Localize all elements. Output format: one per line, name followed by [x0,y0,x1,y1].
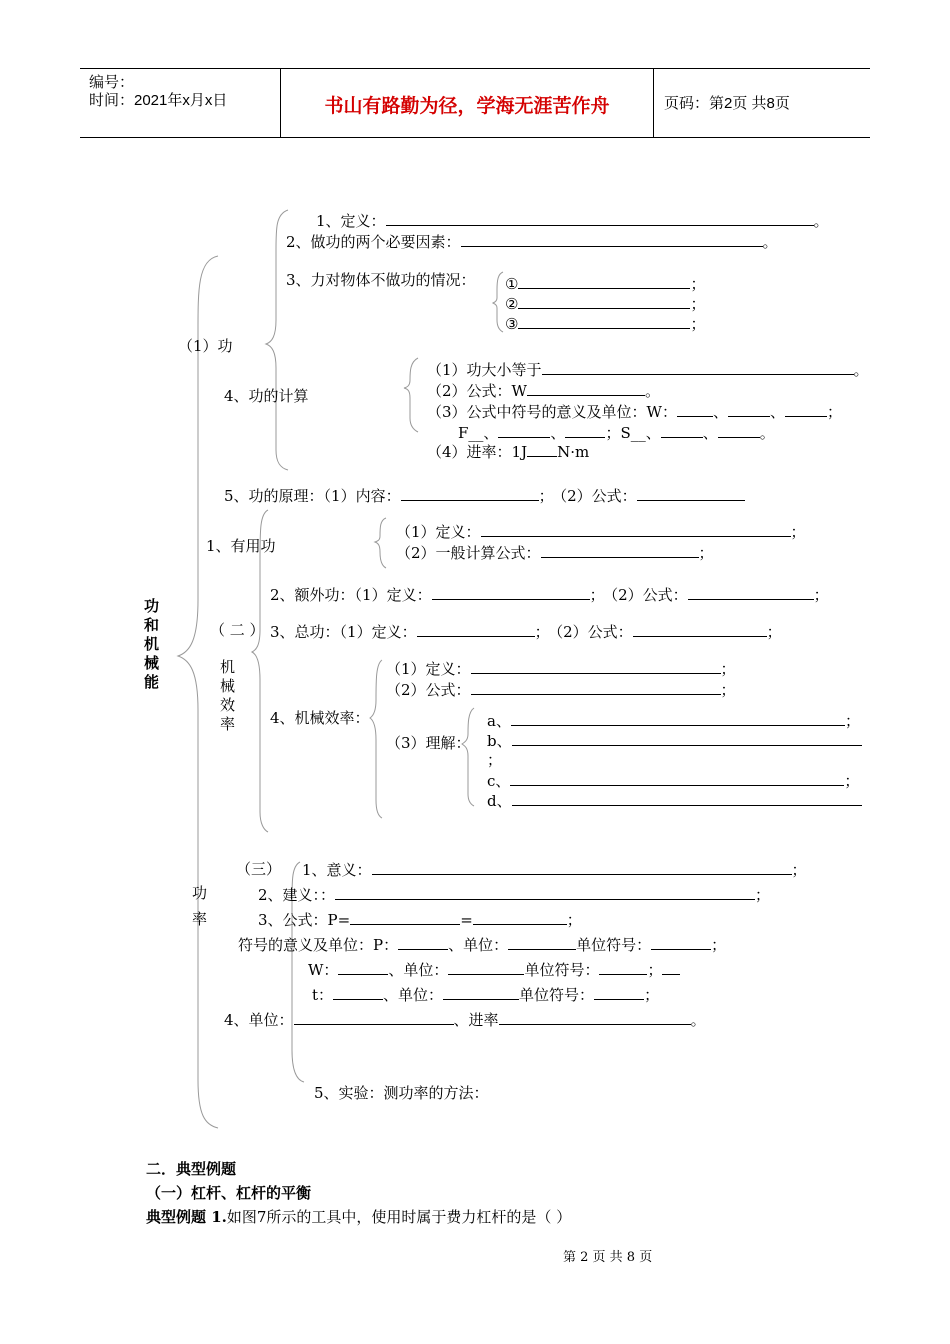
useful-def: （1）定义： ； [396,523,806,541]
eff-label-bottom: 机 械 效 率 [220,658,236,733]
work-no-work: 3、力对物体不做功的情况： [286,271,476,289]
case-2: ② ； [505,295,706,313]
date-line: 时间：2021年x月x日 [89,92,228,109]
work-calc: 4、功的计算 [224,387,309,405]
calc-formula: （2）公式：W 。 [427,382,660,400]
total-work: 3、总功：（1）定义： ； （2）公式： ； [270,623,782,641]
useful-formula: （2）一般计算公式： ； [396,544,714,562]
mech-def: （1）定义： ； [386,660,736,678]
mech-formula: （2）公式： ； [386,681,736,699]
power-sym-t: t： 、单位： 单位符号： ； [312,986,660,1004]
case-1: ① ； [505,275,706,293]
work-def: 1、定义： 。 [316,212,829,230]
useful-work: 1、有用功 [206,537,276,555]
power-formula: 3、公式：P= = ； [258,911,582,929]
power-label-2: 率 [192,910,208,928]
point-b: b、 [487,731,862,750]
example-1: 典型例题 1.如图7所示的工具中，使用时属于费力杠杆的是（ ） [146,1208,572,1226]
calc-size: （1）功大小等于 。 [427,361,869,379]
power-label-1: 功 [192,884,208,902]
section-title: 二．典型例题 [146,1160,237,1178]
calc-symbols: （3）公式中符号的意义及单位：W： 、 、 ； [427,403,843,421]
extra-work: 2、额外功：（1）定义： ； （2）公式： ； [270,586,829,604]
root-title: 功和机械能 [144,598,160,691]
power-exp: 5、实验：测功率的方法： [314,1084,489,1102]
eff-label-top: （ 二 ） [210,621,265,639]
mech-eff: 4、机械效率： [270,709,370,727]
page-info: 页码：第2页 共8页 [664,95,790,112]
power-def: 2、建义：： ； [258,886,771,904]
power-meaning: 1、意义： ； [302,861,807,879]
case-3: ③ ； [505,315,706,333]
mech-understand: （3）理解： [386,734,471,752]
power-sym-w: W： 、单位： 单位符号： ； [308,960,680,979]
power-sym-p: 符号的意义及单位：P： 、单位： 单位符号： ； [238,936,727,954]
page-footer: 第 2 页 共 8 页 [563,1250,653,1265]
point-d: d、 [487,791,862,810]
point-b-end: ； [487,751,503,769]
work-principle: 5、功的原理：（1）内容： ； （2）公式： [224,486,745,505]
point-c: c、 ； [487,772,860,790]
point-a: a、 ； [487,712,860,730]
calc-conv: （4）进率：1J N·m [427,443,590,461]
work-label: （1）功 [178,337,233,355]
calc-symbols-fs: F__、 、 ；S__、 、 。 [458,424,775,442]
power-units: 4、单位： 、进率 。 [224,1011,706,1029]
sub-title: （一）杠杆、杠杆的平衡 [146,1184,312,1202]
power-label-top: （三） [236,860,282,878]
motto: 书山有路勤为径，学海无涯苦作舟 [324,95,610,117]
work-factors: 2、做功的两个必要因素： 。 [286,233,778,251]
number-label: 编号： [89,74,135,91]
